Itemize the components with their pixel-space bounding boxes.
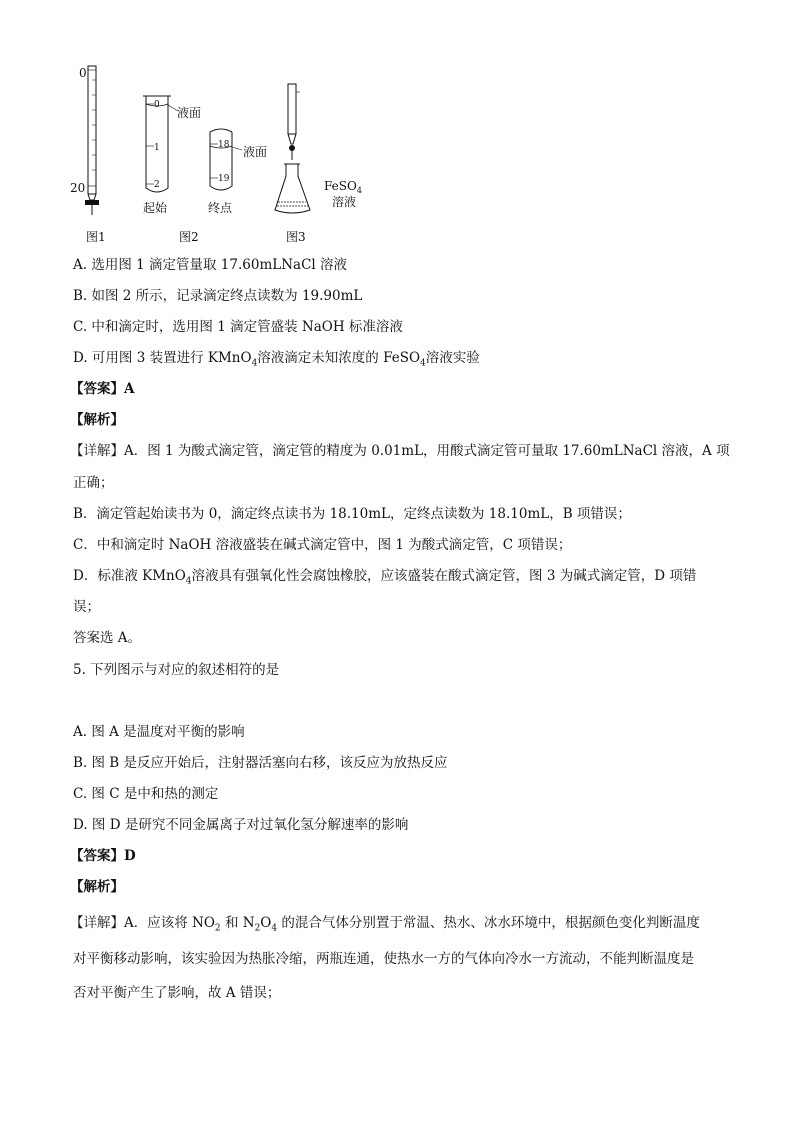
flask-solution-formula: FeSO$_4$ — [324, 179, 362, 195]
q5-option-d: D. 图 D 是研究不同金属离子对过氧化氢分解速率的影响 — [73, 817, 409, 833]
q5-option-c: C. 图 C 是中和热的测定 — [73, 786, 219, 802]
burette3-surface-label: 液面 — [243, 145, 268, 159]
q4-analysis-heading: 【解析】 — [70, 412, 124, 428]
q5-detail-line2: 对平衡移动影响，该实验因为热胀冷缩，两瓶连通，使热水一方的气体向冷水一方流动，不能判断温度是 — [73, 951, 694, 967]
q4-option-b: B. 如图 2 所示，记录滴定终点读数为 19.90mL — [73, 288, 363, 304]
q5-option-b: B. 图 B 是反应开始后，注射器活塞向右移，该反应为放热反应 — [73, 755, 448, 771]
q4-detail-d-line1: D．标准液 KMnO$_4$溶液具有强氧化性会腐蚀橡胶，应该盛装在酸式滴定管，图 3 为碱式滴定管，D 项错 — [73, 568, 697, 587]
caption-fig3: 图3 — [286, 230, 306, 244]
q4-detail-a-line2: 正确； — [73, 475, 114, 491]
q5-stem: 5. 下列图示与对应的叙述相符的是 — [73, 662, 280, 678]
q5-answer: 【答案】D — [70, 848, 136, 864]
q4-option-c: C. 中和滴定时，选用图 1 滴定管盛装 NaOH 标准溶液 — [73, 319, 403, 335]
apparatus-figures — [70, 60, 400, 250]
caption-fig2: 图2 — [179, 230, 199, 244]
burette-figure-2 — [143, 96, 201, 215]
burette3-tick-18: 18 — [218, 140, 230, 150]
burette1-top-label: 0 — [79, 66, 87, 80]
burette-figure-3-reading — [208, 129, 267, 215]
q4-detail-a-line1: 【详解】A．图 1 为酸式滴定管，滴定管的精度为 0.01mL，用酸式滴定管可量取 17.60mLNaCl 溶液，A 项 — [70, 443, 730, 459]
q4-detail-d-line2: 误； — [73, 599, 100, 615]
burette2-caption-start: 起始 — [143, 201, 168, 215]
burette2-tick-1: 1 — [154, 143, 160, 153]
q4-conclusion: 答案选 A。 — [73, 630, 142, 646]
q5-detail-line3: 否对平衡产生了影响，故 A 错误； — [73, 985, 281, 1001]
burette2-surface-label: 液面 — [177, 106, 202, 120]
caption-fig1: 图1 — [86, 230, 106, 244]
q5-detail-line1: 【详解】A．应该将 $NO_2$ 和 $N_2O_4$ 的混合气体分别置于常温、热水、冰水环境中，根据颜色变化判断温度 — [70, 915, 700, 934]
burette1-bottom-label: 20 — [70, 181, 86, 195]
titration-flask-setup — [275, 84, 362, 213]
burette2-tick-0: 0 — [154, 100, 160, 110]
burette3-tick-19: 19 — [218, 174, 230, 184]
titration-figures-svg — [70, 60, 400, 250]
burette3-caption-end: 终点 — [208, 201, 233, 215]
q5-option-a: A. 图 A 是温度对平衡的影响 — [73, 724, 245, 740]
burette2-tick-2: 2 — [154, 180, 160, 190]
q4-option-a: A. 选用图 1 滴定管量取 17.60mLNaCl 溶液 — [73, 257, 348, 273]
q5-analysis-heading: 【解析】 — [70, 879, 124, 895]
q4-detail-c: C．中和滴定时 NaOH 溶液盛装在碱式滴定管中，图 1 为酸式滴定管，C 项错误； — [73, 537, 572, 553]
flask-solution-word: 溶液 — [332, 195, 357, 209]
q4-option-d: D. 可用图 3 装置进行 KMnO$_4$溶液滴定未知浓度的 FeSO$_4$溶液实验 — [73, 350, 480, 369]
burette-figure-1 — [70, 66, 99, 215]
q4-answer: 【答案】A — [70, 381, 135, 397]
q4-detail-b: B．滴定管起始读书为 0，滴定终点读书为 18.10mL，定终点读数为 18.10mL，B 项错误； — [73, 506, 631, 522]
